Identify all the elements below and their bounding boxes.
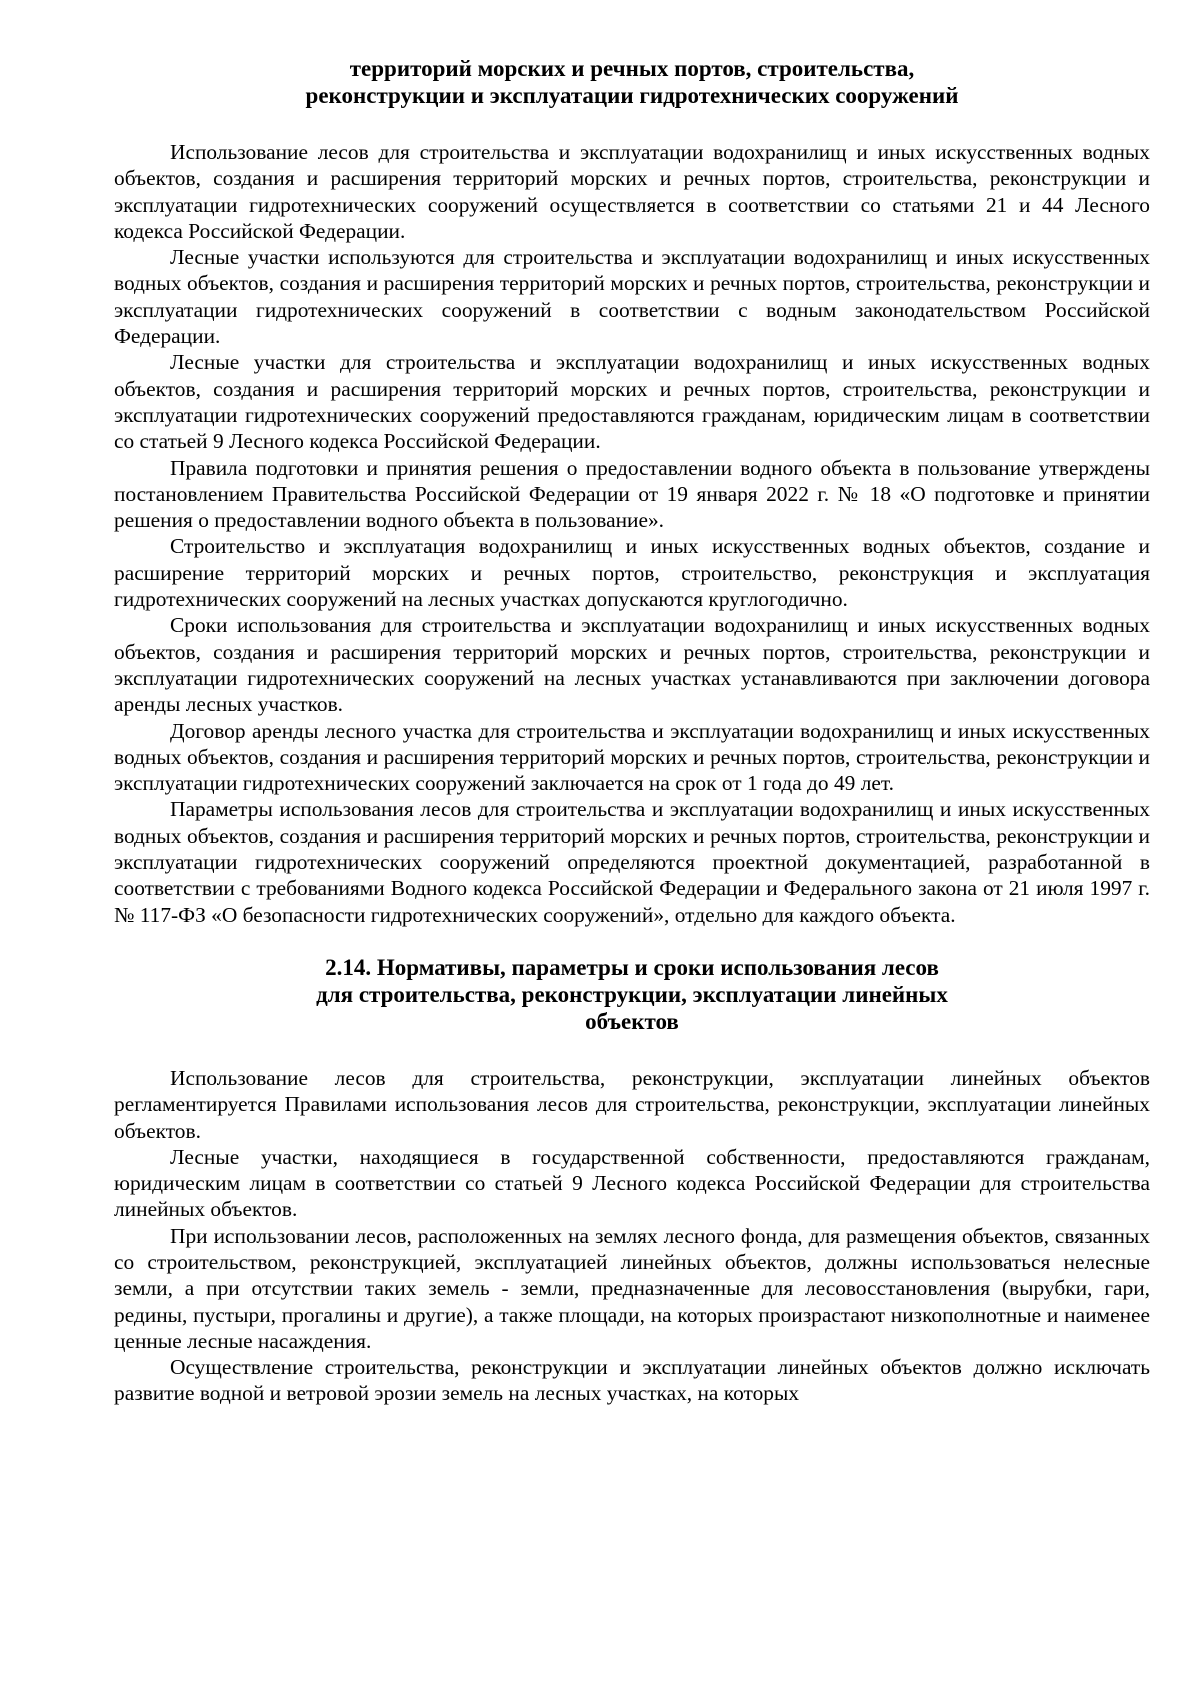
paragraph: При использовании лесов, расположенных на землях лесного фонда, для размещения объектов, связанных со строительством, реконструкцией, эксплуатацией линейных объектов, должны использоваться нелесные земли, а при отсутствии таких земель - земли, предназначенные для лесовосстановления (вырубки, гари, редины, пустыри, прогалины и другие), а также площади, на которых произрастают низкополнотные и наименее ценные лесные насаждения. (114, 1223, 1150, 1353)
paragraph: Договор аренды лесного участка для строительства и эксплуатации водохранилищ и иных искусственных водных объектов, создания и расширения территорий морских и речных портов, строительства, реконструкции и эксплуатации гидротехнических сооружений заключается на срок от 1 года до 49 лет. (114, 718, 1150, 796)
heading-line: 2.14. Нормативы, параметры и сроки использования лесов (325, 954, 939, 980)
paragraph: Лесные участки для строительства и эксплуатации водохранилищ и иных искусственных водных объектов, создания и расширения территорий морских и речных портов, строительства, реконструкции и эксплуатации гидротехнических сооружений предоставляются гражданам, юридическим лицам в соответствии со статьей 9 Лесного кодекса Российской Федерации. (114, 350, 1150, 454)
heading-line: объектов (585, 1008, 679, 1034)
heading-line: территорий морских и речных портов, строительства, (349, 56, 915, 81)
section-heading-linear-objects (114, 954, 1150, 1035)
document-page (114, 55, 1150, 1407)
paragraph: Параметры использования лесов для строительства и эксплуатации водохранилищ и иных искусственных водных объектов, создания и расширения территорий морских и речных портов, строительства, реконструкции и эксплуатации гидротехнических сооружений определяются проектной документацией, разработанной в соответствии с требованиями Водного кодекса Российской Федерации и Федерального закона от 21 июля 1997 г. № 117-ФЗ «О безопасности гидротехнических сооружений», отдельно для каждого объекта. (114, 797, 1150, 927)
heading-line: реконструкции и эксплуатации гидротехнических сооружений (305, 83, 959, 108)
section-heading-ports (114, 55, 1150, 109)
paragraph: Использование лесов для строительства и эксплуатации водохранилищ и иных искусственных водных объектов, создания и расширения территорий морских и речных портов, строительства, реконструкции и эксплуатации гидротехнических сооружений осуществляется в соответствии со статьями 21 и 44 Лесного кодекса Российской Федерации. (114, 140, 1150, 243)
paragraph: Правила подготовки и принятия решения о предоставлении водного объекта в пользование утверждены постановлением Правительства Российской Федерации от 19 января 2022 г. № 18 «О подготовке и принятии решения о предоставлении водного объекта в пользование». (114, 455, 1150, 533)
heading-line: для строительства, реконструкции, эксплуатации линейных (316, 981, 948, 1007)
paragraph: Строительство и эксплуатация водохранилищ и иных искусственных водных объектов, создание и расширение территорий морских и речных портов, строительство, реконструкция и эксплуатация гидротехнических сооружений на лесных участках допускаются круглогодично. (114, 534, 1150, 612)
paragraph: Использование лесов для строительства, реконструкции, эксплуатации линейных объектов регламентируется Правилами использования лесов для строительства, реконструкции, эксплуатации линейных объектов. (114, 1065, 1150, 1143)
paragraph: Осуществление строительства, реконструкции и эксплуатации линейных объектов должно исключать развитие водной и ветровой эрозии земель на лесных участках, на которых (114, 1355, 1150, 1406)
paragraph: Лесные участки используются для строительства и эксплуатации водохранилищ и иных искусственных водных объектов, создания и расширения территорий морских и речных портов, строительства, реконструкции и эксплуатации гидротехнических сооружений в соответствии с водным законодательством Российской Федерации. (114, 245, 1150, 349)
paragraph: Сроки использования для строительства и эксплуатации водохранилищ и иных искусственных водных объектов, создания и расширения территорий морских и речных портов, строительства, реконструкции и эксплуатации гидротехнических сооружений на лесных участках устанавливаются при заключении договора аренды лесных участков. (114, 613, 1150, 717)
paragraph: Лесные участки, находящиеся в государственной собственности, предоставляются гражданам, юридическим лицам в соответствии со статьей 9 Лесного кодекса Российской Федерации для строительства линейных объектов. (114, 1144, 1150, 1222)
